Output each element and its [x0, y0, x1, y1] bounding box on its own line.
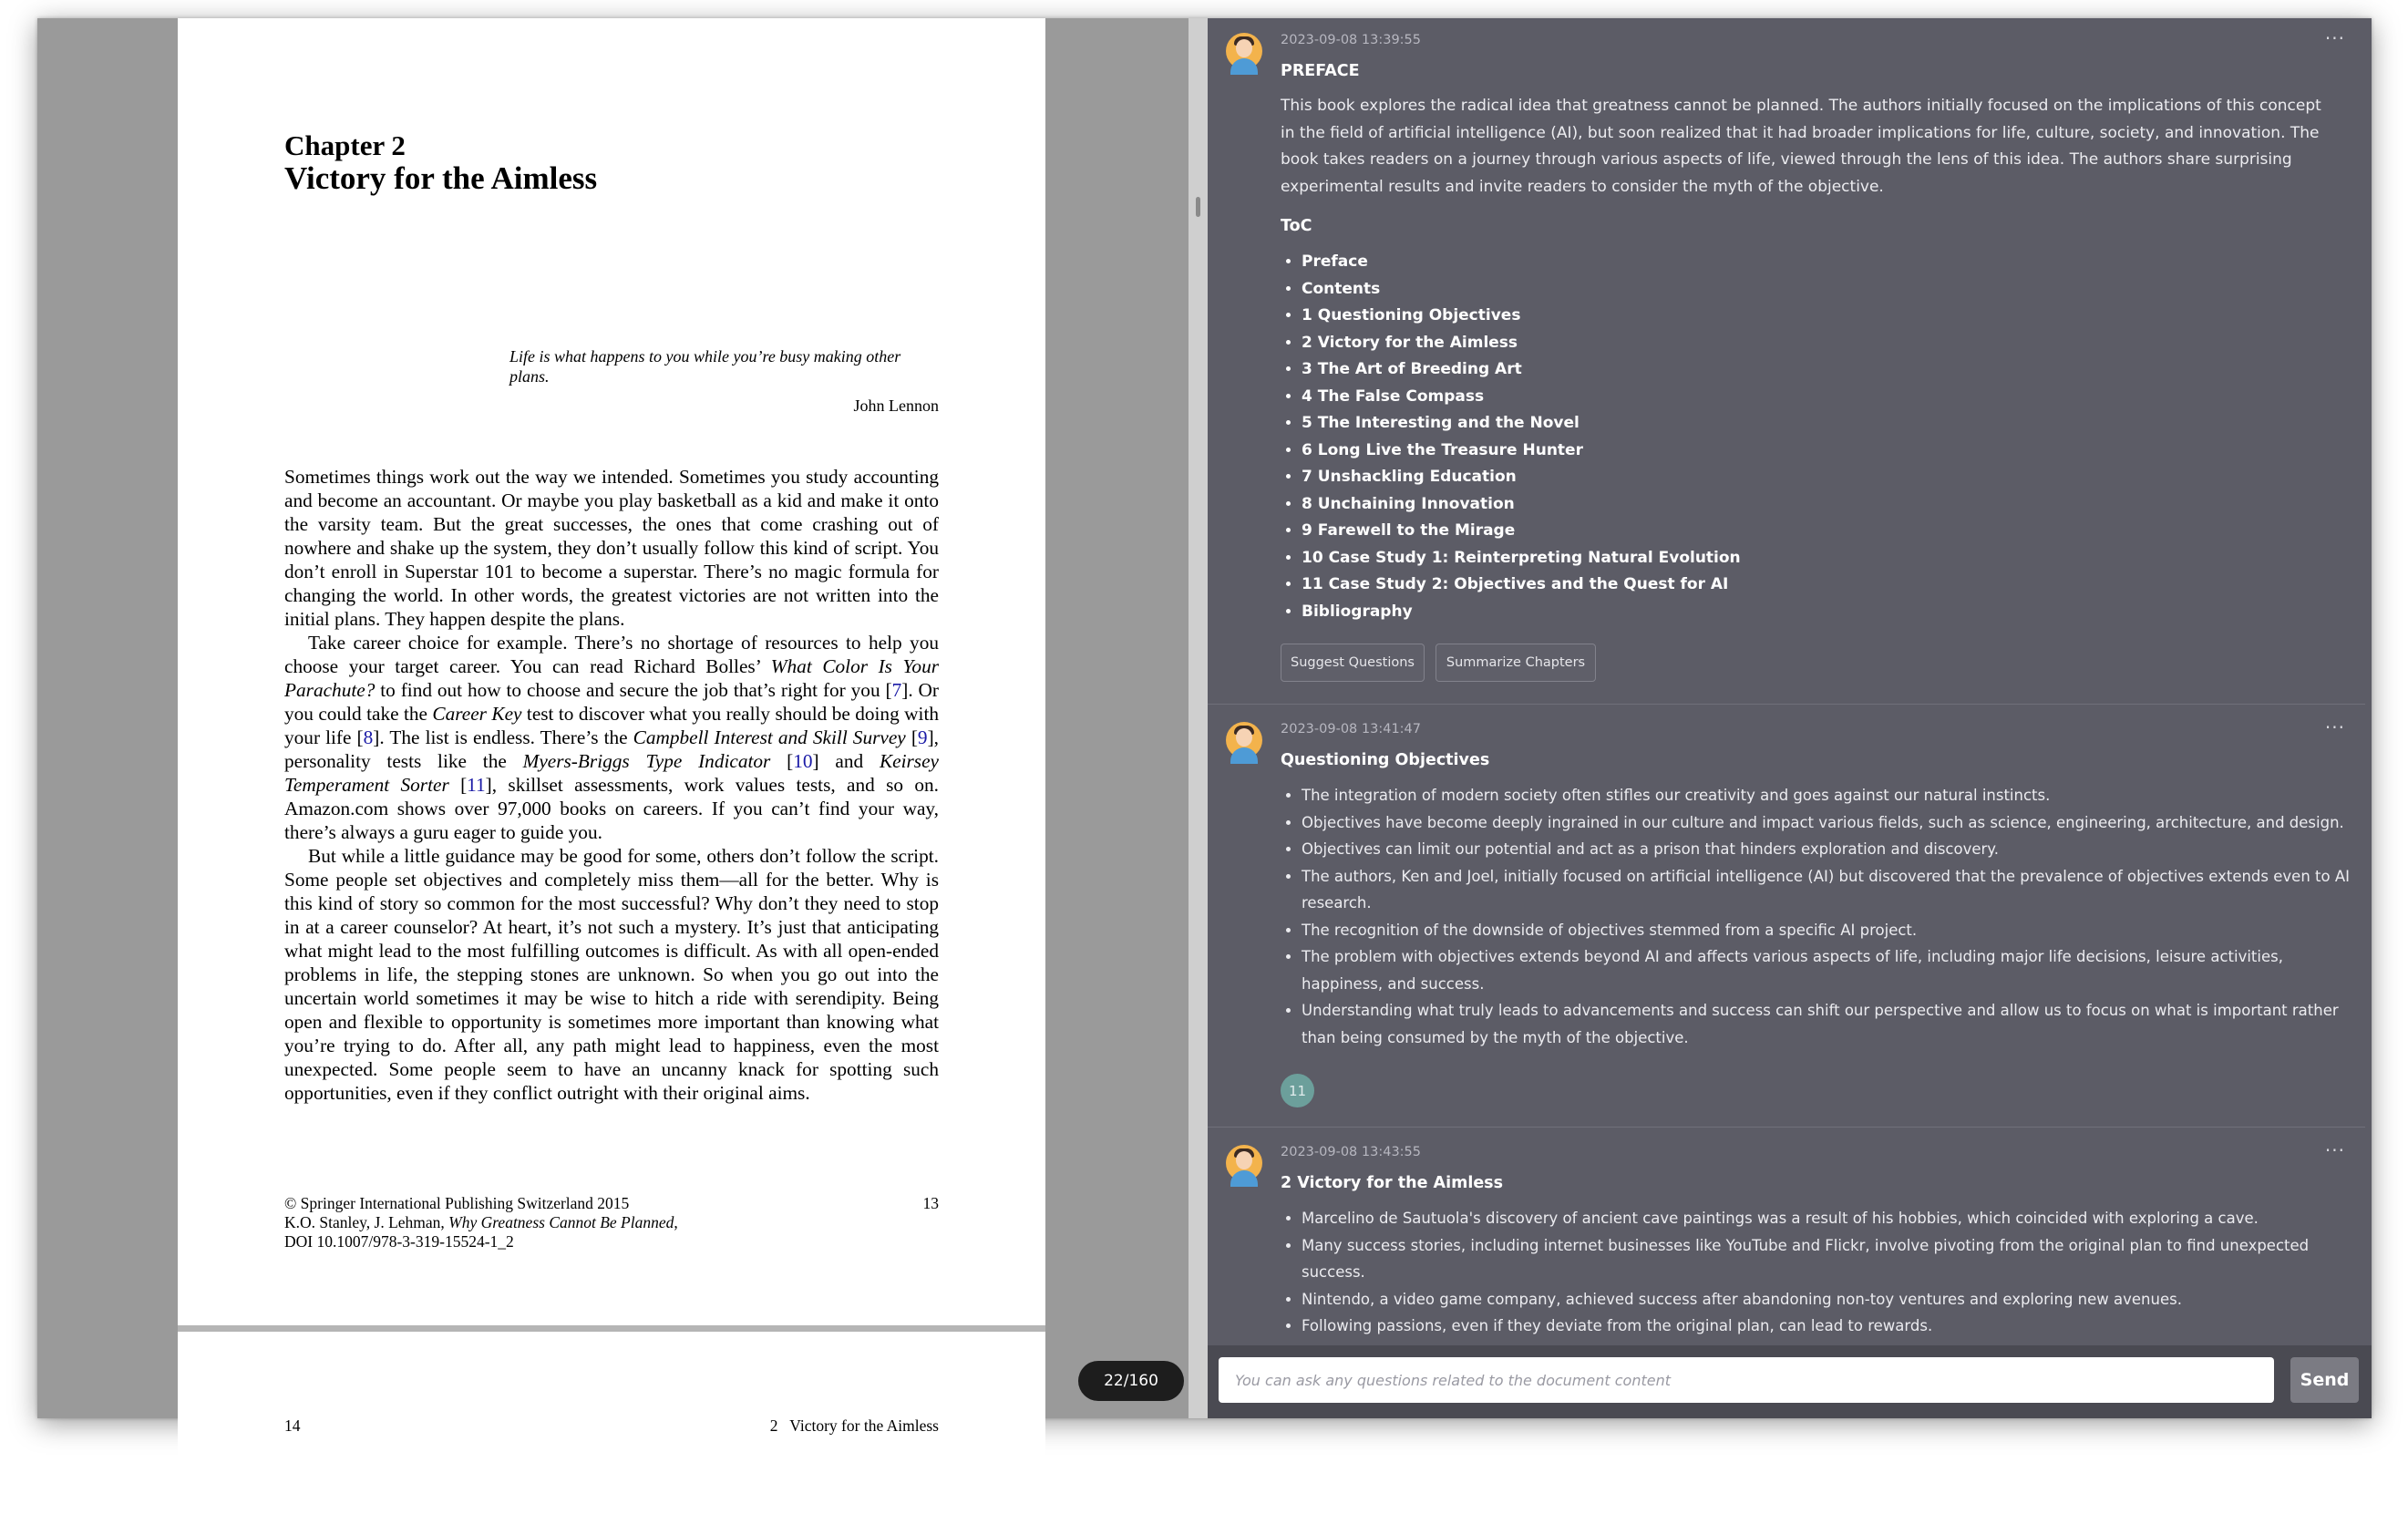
- message-title: Questioning Objectives: [1281, 751, 1490, 769]
- panel-splitter[interactable]: [1189, 18, 1208, 1418]
- pdf-page-14: [178, 1332, 1045, 1514]
- chapter-number: Chapter 2: [284, 129, 406, 161]
- chat-message: [1208, 1127, 2365, 1345]
- running-head: 2 Victory for the Aimless: [769, 1416, 939, 1435]
- chat-message: [1208, 704, 2365, 1128]
- chat-message: [1208, 18, 2365, 705]
- summary-bullet: • Nintendo, a video game company, achieved success after abandoning non-toy ventures and exploring new avenues.: [1302, 1286, 2350, 1313]
- avatar: [1226, 33, 1262, 69]
- summary-list: [1281, 1205, 2350, 1340]
- summary-bullet: • The recognition of the downside of objectives stemmed from a specific AI project.: [1302, 917, 2350, 944]
- page-separator: [178, 1325, 1045, 1332]
- citation-link-7[interactable]: 7: [891, 679, 902, 701]
- toc-item[interactable]: • 5 The Interesting and the Novel: [1302, 410, 1741, 438]
- toc-item[interactable]: • 8 Unchaining Innovation: [1302, 491, 1741, 519]
- toc-list: [1281, 249, 1741, 625]
- splitter-grip-icon[interactable]: [1196, 197, 1200, 217]
- summary-bullet: • Many success stories, including internet businesses like YouTube and Flickr, involve pivoting from the original plan to find unexpected success.: [1302, 1232, 2350, 1286]
- send-button[interactable]: Send: [2290, 1357, 2359, 1403]
- paragraph-3: But while a little guidance may be good for some, others don’t follow the script. Some people set objectives and completely miss them—all for the better. Why is this kind of story so common for the most successful? Why don’t they need to stop in at a career counselor? At heart, it’s not such a mystery. It’s just that anticipating what might lead to the most fulfilling outcomes is difficult. As with all open-ended problems in life, the stepping stones are unknown. So when you go out into the uncertain world sometimes it may be wise to hitch a ride with serendipity. Being open and flexible to opportunity is sometimes more important than knowing what you’re trying to do. After all, any path might lead to happiness, even the most unexpected. Some people seem to have an uncanny knack for spotting such opportunities, even if they conflict outright with their original aims.: [284, 845, 939, 1104]
- question-input[interactable]: [1219, 1357, 2274, 1403]
- toc-item[interactable]: • 4 The False Compass: [1302, 384, 1741, 411]
- question-input-bar: [1208, 1345, 2372, 1418]
- message-timestamp: 2023-09-08 13:39:55: [1281, 33, 1421, 47]
- avatar: [1226, 1145, 1262, 1181]
- summary-bullet: • Objectives have become deeply ingrained in our culture and impact various fields, such as science, engineering, architecture, and design.: [1302, 809, 2350, 837]
- page-number: 14: [284, 1416, 301, 1435]
- more-options-icon[interactable]: ···: [2324, 1139, 2345, 1161]
- summary-bullet: • Objectives can limit our potential and act as a prison that hinders exploration and discovery.: [1302, 836, 2350, 863]
- summary-bullet: • Marcelino de Sautuola's discovery of ancient cave paintings was a result of his hobbies, which coincided with exploring a cave.: [1302, 1205, 2350, 1232]
- summary-bullet: • Understanding what truly leads to advancements and success can shift our perspective and allow us to focus on what is important rather than being consumed by the myth of the objective.: [1302, 997, 2350, 1051]
- toc-item[interactable]: • 6 Long Live the Treasure Hunter: [1302, 438, 1741, 465]
- message-title: PREFACE: [1281, 62, 1360, 80]
- pdf-page-13: [178, 18, 1045, 1325]
- message-timestamp: 2023-09-08 13:43:55: [1281, 1145, 1421, 1159]
- reference-count-badge[interactable]: 11: [1281, 1074, 1314, 1107]
- doi-line: DOI 10.1007/978-3-319-15524-1_2: [284, 1232, 514, 1251]
- summary-bullet: • The integration of modern society often stifles our creativity and goes against our natural instincts.: [1302, 782, 2350, 809]
- chapter-title: Victory for the Aimless: [284, 160, 598, 196]
- toc-item[interactable]: • Contents: [1302, 276, 1741, 304]
- message-timestamp: 2023-09-08 13:41:47: [1281, 722, 1421, 736]
- message-title: 2 Victory for the Aimless: [1281, 1174, 1504, 1192]
- toc-item[interactable]: • 9 Farewell to the Mirage: [1302, 518, 1741, 545]
- epigraph-author: John Lennon: [853, 397, 939, 415]
- paragraph-1: Sometimes things work out the way we intended. Sometimes you study accounting and become an accountant. Or maybe you play basketball as a kid and make it onto the varsity team. But the great successes, the ones that come crashing out of nowhere and shake up the system, they don’t usually follow this kind of script. You don’t enroll in Superstar 101 to become a superstar. There’s no magic formula for changing the world. In other words, the greatest victories are not written into the initial plans. They happen despite the plans.: [284, 466, 939, 630]
- app-window: [37, 18, 2372, 1435]
- page-footer: [284, 1194, 678, 1251]
- more-options-icon[interactable]: ···: [2324, 716, 2345, 738]
- toc-item[interactable]: • 10 Case Study 1: Reinterpreting Natural Evolution: [1302, 545, 1741, 572]
- toc-label: ToC: [1281, 217, 1312, 235]
- toc-item[interactable]: • 7 Unshackling Education: [1302, 464, 1741, 491]
- pdf-viewer[interactable]: [37, 18, 1189, 1435]
- summary-bullet: • Following passions, even if they deviate from the original plan, can lead to rewards.: [1302, 1313, 2350, 1340]
- toc-item[interactable]: • 2 Victory for the Aimless: [1302, 330, 1741, 357]
- paragraph-2: Take career choice for example. There’s no shortage of resources to help you choose your target career. You can read Richard Bolles’ What Color Is Your Parachute? to find out how to choose and secure the job that’s right for you [7]. Or you could take the Career Key test to discover what you really should be doing with your life [8]. The list is endless. There’s the Campbell Interest and Skill Survey [9], personality tests like the Myers-Briggs Type Indicator [10] and Keirsey Temperament Sorter [11], skillset assessments, work values tests, and so on. Amazon.com shows over 97,000 books on careers. If you can’t find your way, there’s always a guru eager to guide you.: [284, 632, 940, 843]
- summary-bullet: • The problem with objectives extends beyond AI and affects various aspects of life, including major life decisions, leisure activities, happiness, and success.: [1302, 943, 2350, 997]
- suggest-questions-button[interactable]: Suggest Questions: [1281, 644, 1425, 682]
- toc-item[interactable]: • Preface: [1302, 249, 1741, 276]
- epigraph-quote: Life is what happens to you while you’re busy making other plans.: [509, 347, 901, 386]
- copyright-line: © Springer International Publishing Switzerland 2015: [284, 1194, 630, 1212]
- citation-link-8[interactable]: 8: [363, 726, 374, 748]
- citation-link-9[interactable]: 9: [917, 726, 928, 748]
- toc-item[interactable]: • Bibliography: [1302, 599, 1741, 626]
- citation-line: K.O. Stanley, J. Lehman, Why Greatness Cannot Be Planned,: [284, 1213, 678, 1231]
- page-number: 13: [922, 1194, 939, 1212]
- summary-list: [1281, 782, 2350, 1051]
- toc-item[interactable]: • 11 Case Study 2: Objectives and the Quest for AI: [1302, 572, 1741, 599]
- page-indicator: 22/160: [1078, 1361, 1184, 1401]
- citation-link-11[interactable]: 11: [467, 774, 486, 796]
- chat-panel: [1208, 18, 2372, 1418]
- avatar: [1226, 722, 1262, 758]
- message-text: This book explores the radical idea that greatness cannot be planned. The authors initially focused on the implications of this concept in the field of artificial intelligence (AI), but soon realized that it had broader implications for life, culture, society, and innovation. The book takes readers on a journey through various aspects of life, viewed through the lens of this idea. The authors share surprising experimental results and invite readers to consider the myth of the objective.: [1281, 97, 2321, 196]
- toc-item[interactable]: • 1 Questioning Objectives: [1302, 303, 1741, 330]
- summarize-chapters-button[interactable]: Summarize Chapters: [1436, 644, 1596, 682]
- summary-bullet: • The authors, Ken and Joel, initially focused on artificial intelligence (AI) but discovered that the prevalence of objectives extends even to AI research.: [1302, 863, 2350, 917]
- citation-link-10[interactable]: 10: [793, 750, 813, 772]
- more-options-icon[interactable]: ···: [2324, 27, 2345, 49]
- toc-item[interactable]: • 3 The Art of Breeding Art: [1302, 356, 1741, 384]
- chapter-body: [284, 465, 939, 1105]
